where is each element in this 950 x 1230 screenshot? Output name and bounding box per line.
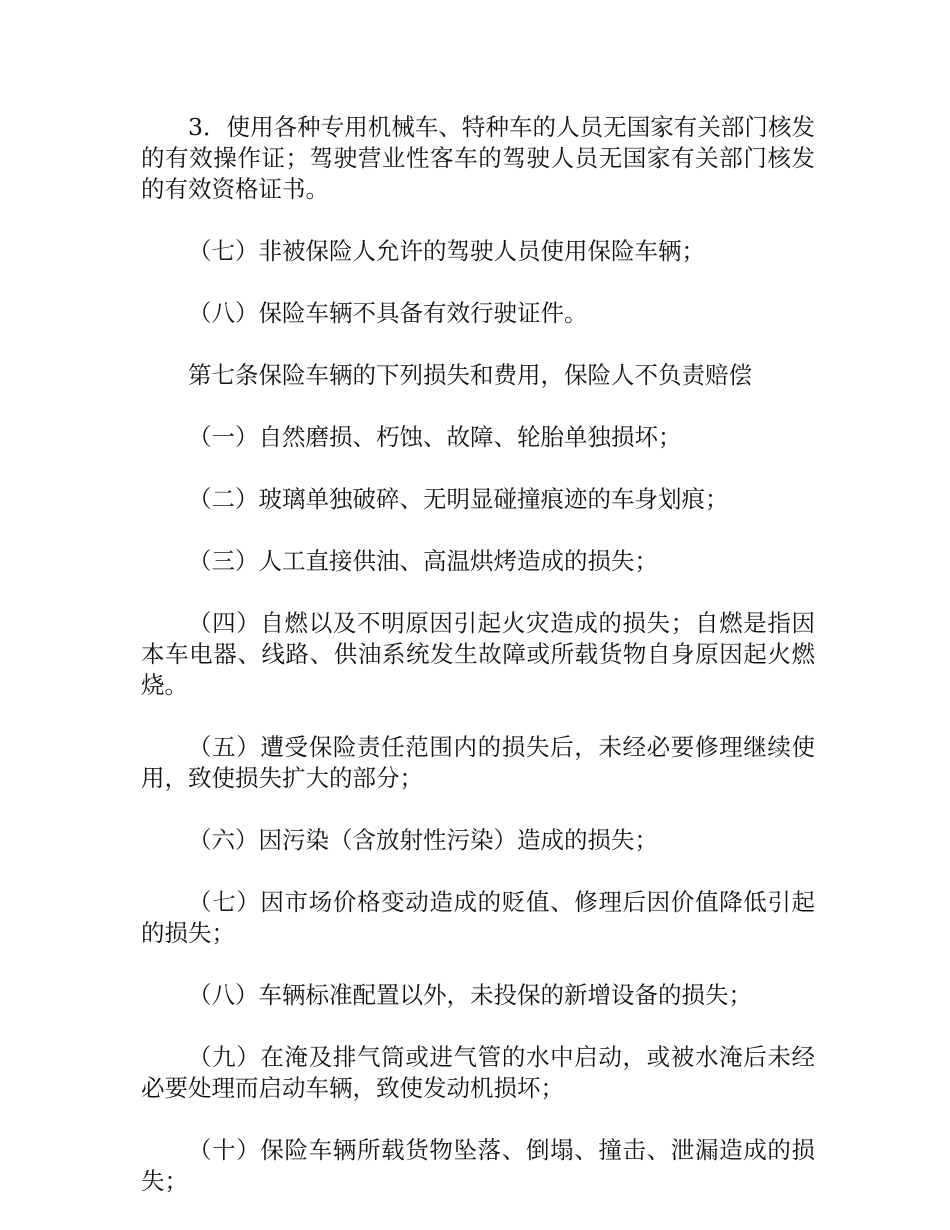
paragraph-exclusion-6: （六）因污染（含放射性污染）造成的损失； — [188, 826, 658, 854]
paragraph-exclusion-7: （七）因市场价格变动造成的贬值、修理后因价值降低引起的损失； — [141, 888, 815, 947]
paragraph-exclusion-10: （十）保险车辆所载货物坠落、倒塌、撞击、泄漏造成的损失； — [141, 1136, 815, 1195]
paragraph-clause-3: 3．使用各种专用机械车、特种车的人员无国家有关部门核发的有效操作证；驾驶营业性客车的驾驶人员无国家有关部门核发的有效资格证书。 — [141, 113, 815, 203]
paragraph-item-7: （七）非被保险人允许的驾驶人员使用保险车辆； — [188, 237, 705, 265]
paragraph-item-8: （八）保险车辆不具备有效行驶证件。 — [188, 299, 588, 327]
paragraph-exclusion-1: （一）自然磨损、朽蚀、故障、轮胎单独损坏； — [188, 423, 682, 451]
paragraph-exclusion-4: （四）自燃以及不明原因引起火灾造成的损失；自燃是指因本车电器、线路、供油系统发生故障或所载货物自身原因起火燃烧。 — [141, 609, 815, 699]
document-page — [141, 112, 815, 1228]
paragraph-exclusion-8: （八）车辆标准配置以外，未投保的新增设备的损失； — [188, 981, 752, 1009]
paragraph-exclusion-3: （三）人工直接供油、高温烘烤造成的损失； — [188, 547, 658, 575]
paragraph-article-7-heading: 第七条保险车辆的下列损失和费用，保险人不负责赔偿 — [188, 361, 752, 389]
paragraph-exclusion-5: （五）遭受保险责任范围内的损失后，未经必要修理继续使用，致使损失扩大的部分； — [141, 733, 815, 792]
paragraph-exclusion-2: （二）玻璃单独破碎、无明显碰撞痕迹的车身划痕； — [188, 485, 729, 513]
paragraph-exclusion-9: （九）在淹及排气筒或进气管的水中启动，或被水淹后未经必要处理而启动车辆，致使发动机损坏； — [141, 1043, 815, 1102]
